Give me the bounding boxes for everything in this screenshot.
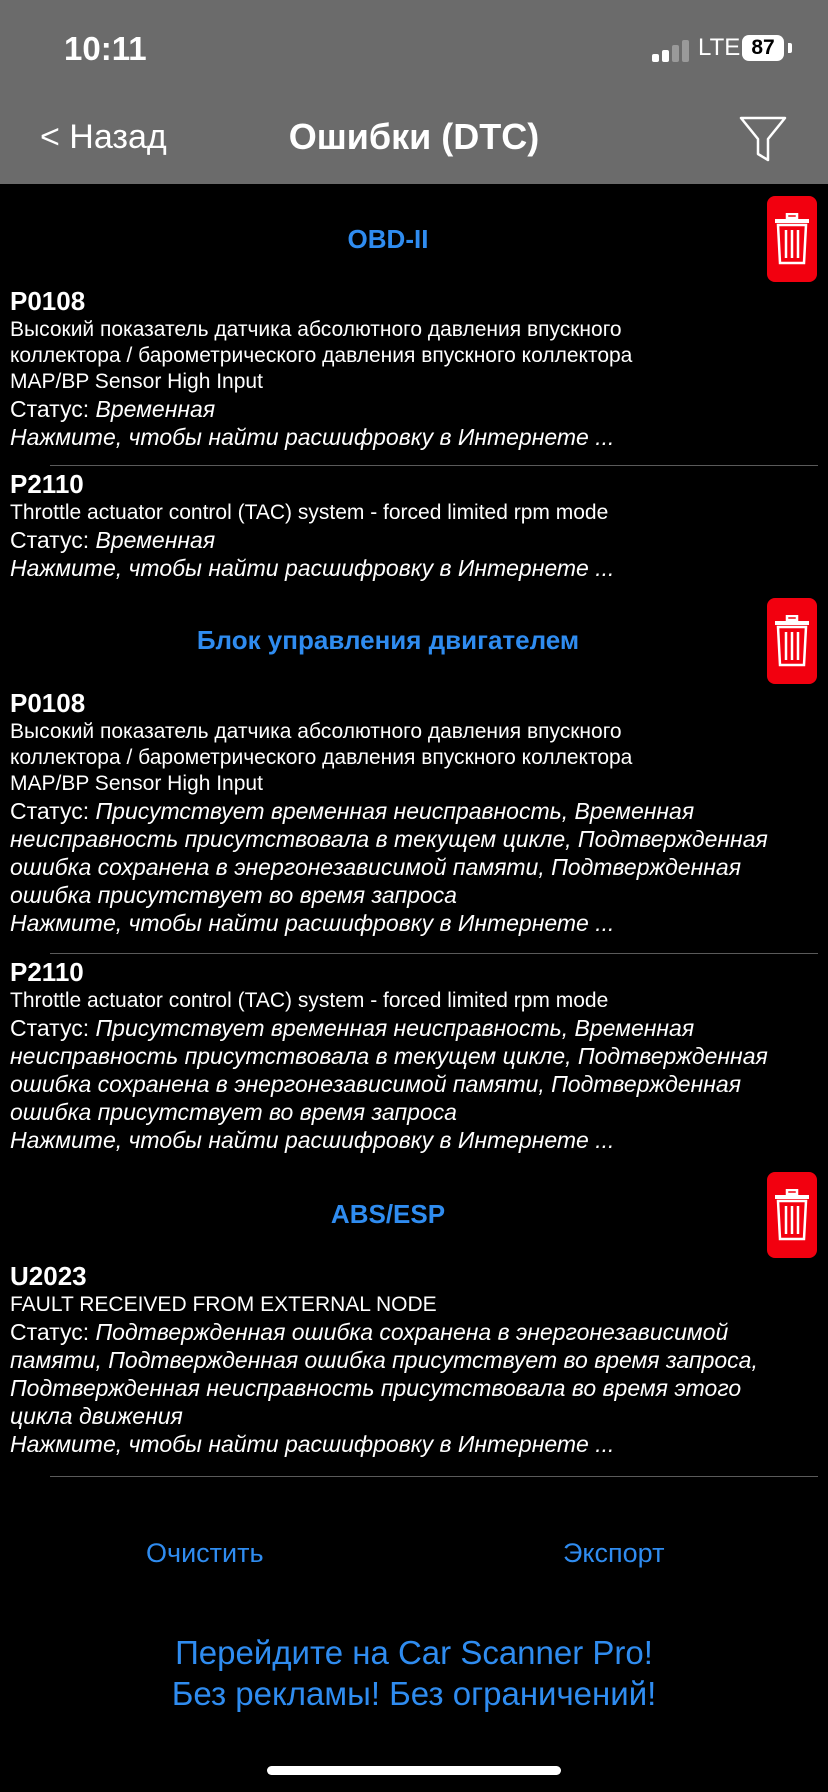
dtc-status: Статус: Временная (10, 396, 216, 422)
section-title-engine: Блок управления двигателем (196, 625, 580, 655)
home-indicator[interactable] (267, 1766, 561, 1775)
dtc-code: P0108 (10, 688, 86, 718)
dtc-status: Статус: Присутствует временная неисправность, Временная неисправность присутствовала в текущем цикле, Подтвержденная ошибка сохранена в энергонезависимой памяти, Подтвержденная ошибка присутствует во время запроса (10, 798, 768, 908)
dtc-description: Высокий показатель датчика абсолютного давления впускного коллектора / барометрического давления впускного коллектора MAP/BP Sensor High Input (10, 720, 633, 795)
divider (50, 1476, 818, 1477)
dtc-code: P2110 (10, 957, 84, 987)
search-online-link[interactable]: Нажмите, чтобы найти расшифровку в Интернете ... (10, 1127, 615, 1153)
page-title: Ошибки (DTC) (288, 116, 540, 157)
export-button[interactable]: Экспорт (563, 1538, 665, 1568)
delete-section-button-obd2[interactable] (767, 196, 817, 282)
dtc-item[interactable] (10, 687, 818, 937)
filter-icon[interactable] (738, 114, 788, 166)
dtc-item[interactable] (10, 956, 818, 1154)
trash-icon (774, 213, 810, 265)
dtc-description: Throttle actuator control (TAC) system - forced limited rpm mode (10, 501, 609, 524)
network-label: LTE (698, 34, 741, 61)
promo-line-2: Без рекламы! Без ограничений! (171, 1675, 657, 1712)
delete-section-button-abs-esp[interactable] (767, 1172, 817, 1258)
search-online-link[interactable]: Нажмите, чтобы найти расшифровку в Интернете ... (10, 555, 615, 581)
section-title-obd2: OBD-II (347, 224, 429, 254)
battery-tip (788, 43, 792, 53)
search-online-link[interactable]: Нажмите, чтобы найти расшифровку в Интернете ... (10, 1431, 615, 1457)
dtc-code: U2023 (10, 1261, 87, 1291)
dtc-status: Статус: Подтвержденная ошибка сохранена в энергонезависимой памяти, Подтвержденная ошибка присутствует во время запроса, Подтвержденная неисправность присутствовала во время этого цикла движения (10, 1319, 758, 1429)
dtc-item[interactable] (10, 285, 818, 451)
divider (50, 465, 818, 466)
signal-icon (652, 38, 694, 62)
back-button[interactable]: < Назад (40, 118, 167, 156)
status-time: 10:11 (64, 30, 147, 67)
dtc-description: Throttle actuator control (TAC) system - forced limited rpm mode (10, 989, 609, 1012)
navigation-bar (0, 100, 828, 184)
dtc-code: P0108 (10, 286, 86, 316)
dtc-status: Статус: Временная (10, 527, 216, 553)
battery-icon: 87 (742, 35, 784, 61)
promo-line-1: Перейдите на Car Scanner Pro! (175, 1634, 653, 1671)
search-online-link[interactable]: Нажмите, чтобы найти расшифровку в Интернете ... (10, 910, 615, 936)
upgrade-promo-link[interactable] (0, 1632, 828, 1714)
trash-icon (774, 1189, 810, 1241)
section-title-abs-esp: ABS/ESP (330, 1199, 446, 1229)
search-online-link[interactable]: Нажмите, чтобы найти расшифровку в Интернете ... (10, 424, 615, 450)
delete-section-button-engine[interactable] (767, 598, 817, 684)
dtc-description: FAULT RECEIVED FROM EXTERNAL NODE (10, 1293, 437, 1316)
dtc-description: Высокий показатель датчика абсолютного давления впускного коллектора / барометрического давления впускного коллектора MAP/BP Sensor High Input (10, 318, 633, 393)
dtc-code: P2110 (10, 469, 84, 499)
divider (50, 953, 818, 954)
dtc-status: Статус: Присутствует временная неисправность, Временная неисправность присутствовала в текущем цикле, Подтвержденная ошибка сохранена в энергонезависимой памяти, Подтвержденная ошибка присутствует во время запроса (10, 1015, 768, 1125)
clear-button[interactable]: Очистить (146, 1538, 264, 1568)
dtc-item[interactable] (10, 1260, 818, 1458)
trash-icon (774, 615, 810, 667)
dtc-item[interactable] (10, 468, 818, 582)
status-bar (0, 0, 828, 100)
